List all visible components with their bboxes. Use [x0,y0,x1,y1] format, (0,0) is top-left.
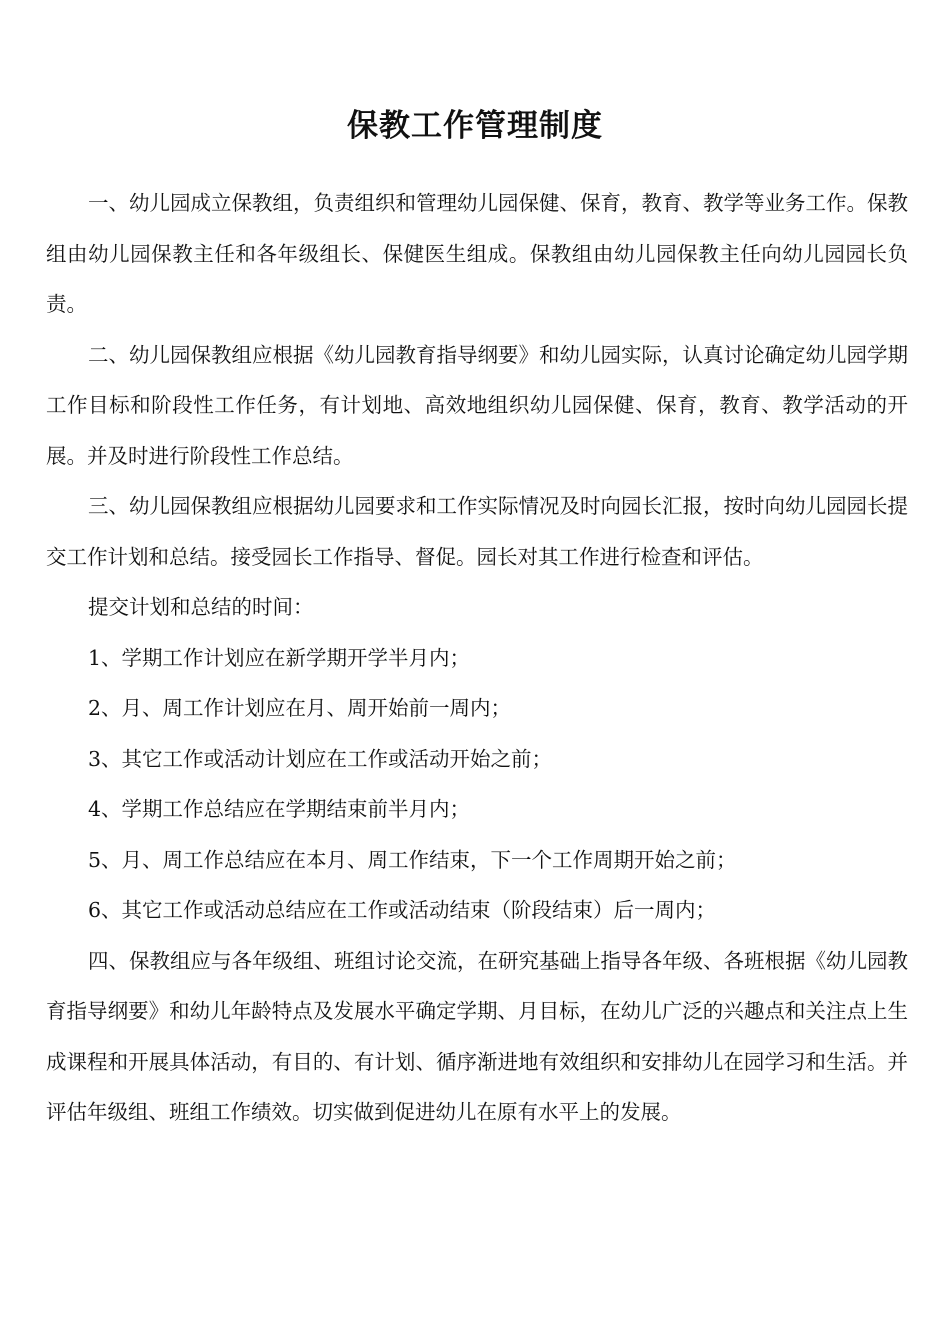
schedule-item-2: 2、月、周工作计划应在月、周开始前一周内； [88,696,512,720]
document-title: 保教工作管理制度 [347,108,603,144]
paragraph-4: 四、保教组应与各年级组、班组讨论交流，在研究基础上指导各年级、各班根据《幼儿园教育指导纲要》和幼儿年龄特点及发展水平确定学期、月目标，在幼儿广泛的兴趣点和关注点上生成课程和开展具体活动，有目的、有计划、循序渐进地有效组织和安排幼儿在园学习和生活。并评估年级组、班组工作绩效。切实做到促进幼儿在原有水平上的发展。 [46,948,908,1124]
schedule-item-4: 4、学期工作总结应在学期结束前半月内； [88,797,471,821]
paragraph-3: 三、幼儿园保教组应根据幼儿园要求和工作实际情况及时向园长汇报，按时向幼儿园园长提交工作计划和总结。接受园长工作指导、督促。园长对其工作进行检查和评估。 [46,494,908,569]
schedule-item-3: 3、其它工作或活动计划应在工作或活动开始之前； [88,746,553,771]
document-body [46,178,908,1138]
paragraph-1: 一、幼儿园成立保教组，负责组织和管理幼儿园保健、保育，教育、教学等业务工作。保教组由幼儿园保教主任和各年级组长、保健医生组成。保教组由幼儿园保教主任向幼儿园园长负责。 [46,191,908,316]
schedule-item-1: 1、学期工作计划应在新学期开学半月内； [88,645,471,670]
paragraph-2: 二、幼儿园保教组应根据《幼儿园教育指导纲要》和幼儿园实际，认真讨论确定幼儿园学期工作目标和阶段性工作任务，有计划地、高效地组织幼儿园保健、保育，教育、教学活动的开展。并及时进行阶段性工作总结。 [46,342,908,468]
schedule-item-5: 5、月、周工作总结应在本月、周工作结束，下一个工作周期开始之前； [88,847,737,872]
schedule-heading: 提交计划和总结的时间： [88,595,314,619]
schedule-item-6: 6、其它工作或活动总结应在工作或活动结束（阶段结束）后一周内； [88,898,717,922]
